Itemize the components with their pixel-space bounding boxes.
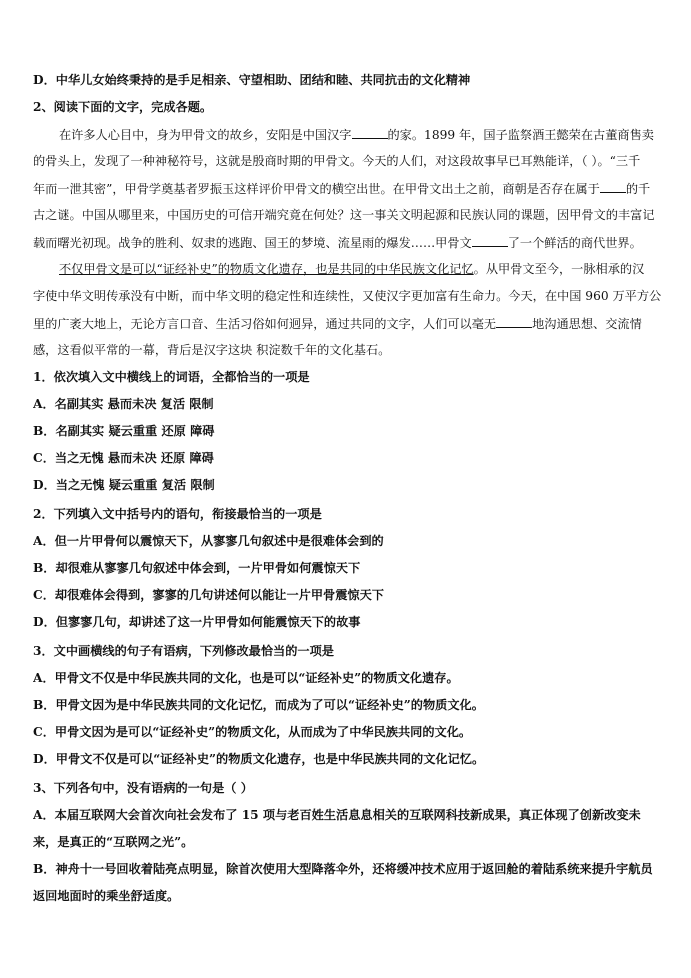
option-b-continued: 返回地面时的乘坐舒适度。 [33,889,180,903]
option-c: C．甲骨文因为是可以“证经补史”的物质文化，从而成为了中华民族共同的文化。 [33,725,472,739]
passage-text: 载而曙光初现。战争的胜利、奴隶的逃跑、国王的梦境、流星雨的爆发……甲骨文 [33,236,472,250]
fill-blank-3 [472,234,508,247]
sub-question-1: 1．依次填入文中横线上的词语，全都恰当的一项是 [33,370,310,384]
option-a: A．但一片甲骨何以震惊天下，从寥寥几句叙述中是很难体会到的 [33,534,384,548]
option-a: A．名副其实 悬而未决 复活 限制 [33,397,214,411]
option-b: B．甲骨文因为是中华民族共同的文化记忆，而成为了可以“证经补史”的物质文化。 [33,698,484,712]
option-c: C．当之无愧 悬而未决 还原 障碍 [33,451,214,465]
passage-text: 年而一泄其密”，甲骨学奠基者罗振玉这样评价甲骨文的横空出世。在甲骨文出土之前，商朝是否存在属于 [33,182,600,196]
question-2-heading: 2、阅读下面的文字，完成各题。 [33,100,213,114]
fill-blank-2 [600,180,626,193]
option-d: D．但寥寥几句，却讲述了这一片甲骨如何能震惊天下的故事 [33,615,361,629]
question-3-heading: 3、下列各句中，没有语病的一句是（ ） [33,781,253,795]
option-b: B．神舟十一号回收着陆亮点明显，除首次使用大型降落伞外，还将缓冲技术应用于返回舱的着陆系统来提升宇航员 [33,862,653,876]
option-b: B．名副其实 疑云重重 还原 障碍 [33,424,215,438]
passage-line-6 [59,261,667,277]
passage-line-8 [33,315,667,332]
passage-text: 的千 [625,182,651,196]
sub-question-2: 2．下列填入文中括号内的语句，衔接最恰当的一项是 [33,507,322,521]
option-d: D．当之无愧 疑云重重 复活 限制 [33,478,215,492]
passage-text: 地沟通思想、交流情 [532,317,642,331]
option-a: A．本届互联网大会首次向社会发布了 15 项与老百姓生活息息相关的互联网科技新成果，真正体现了创新改变未 [33,808,641,822]
passage-line-4: 古之谜。中国从哪里来，中国历史的可信开端究竟在何处？这一事关文明起源和民族认同的课题，因甲骨文的丰富记 [33,208,655,222]
passage-line-5 [33,234,667,251]
passage-line-3 [33,180,667,197]
passage-line-1 [59,126,667,143]
option-c: C．却很难体会得到，寥寥的几句讲述何以能让一片甲骨震惊天下 [33,588,384,602]
passage-text: 里的广袤大地上，无论方言口音、生活习俗如何迥异，通过共同的文字，人们可以毫无 [33,317,497,331]
sub-question-3: 3．文中画横线的句子有语病，下列修改最恰当的一项是 [33,644,334,658]
underlined-sentence: 不仅甲骨文是可以“证经补史”的物质文化遗存，也是共同的中华民族文化记忆 [59,262,474,276]
option-d: D．甲骨文不仅是可以“证经补史”的物质文化遗存，也是中华民族共同的文化记忆。 [33,752,485,766]
passage-text: 了一个鲜活的商代世界。 [507,236,642,250]
option-a: A．甲骨文不仅是中华民族共同的文化，也是可以“证经补史”的物质文化遗存。 [33,671,459,685]
option-a-continued: 来，是真正的“互联网之光”。 [33,835,194,849]
fill-blank-4 [496,315,532,328]
passage-line-9: 感，这看似平常的一幕，背后是汉字这块 积淀数千年的文化基石。 [33,343,391,357]
option-b: B．却很难从寥寥几句叙述中体会到，一片甲骨如何震惊天下 [33,561,361,575]
fill-blank-1 [352,126,388,139]
passage-text: 。从甲骨文至今，一脉相承的汉 [473,262,645,276]
passage-line-7: 字使中华文明传承没有中断，而中华文明的稳定性和连续性，又使汉字更加富有生命力。今天，在中国 960 万平方公 [33,289,662,303]
option-d-prev-question: D．中华儿女始终秉持的是手足相亲、守望相助、团结和睦、共同抗击的文化精神 [33,73,471,87]
passage-text: 的家。1899 年，国子监祭酒王懿荣在古董商售卖 [387,128,654,142]
passage-line-2: 的骨头上，发现了一种神秘符号，这就是殷商时期的甲骨文。今天的人们，对这段故事早已耳熟能详，（ ）。“三千 [33,154,641,168]
passage-text: 在许多人心目中，身为甲骨文的故乡，安阳是中国汉字 [59,128,352,142]
